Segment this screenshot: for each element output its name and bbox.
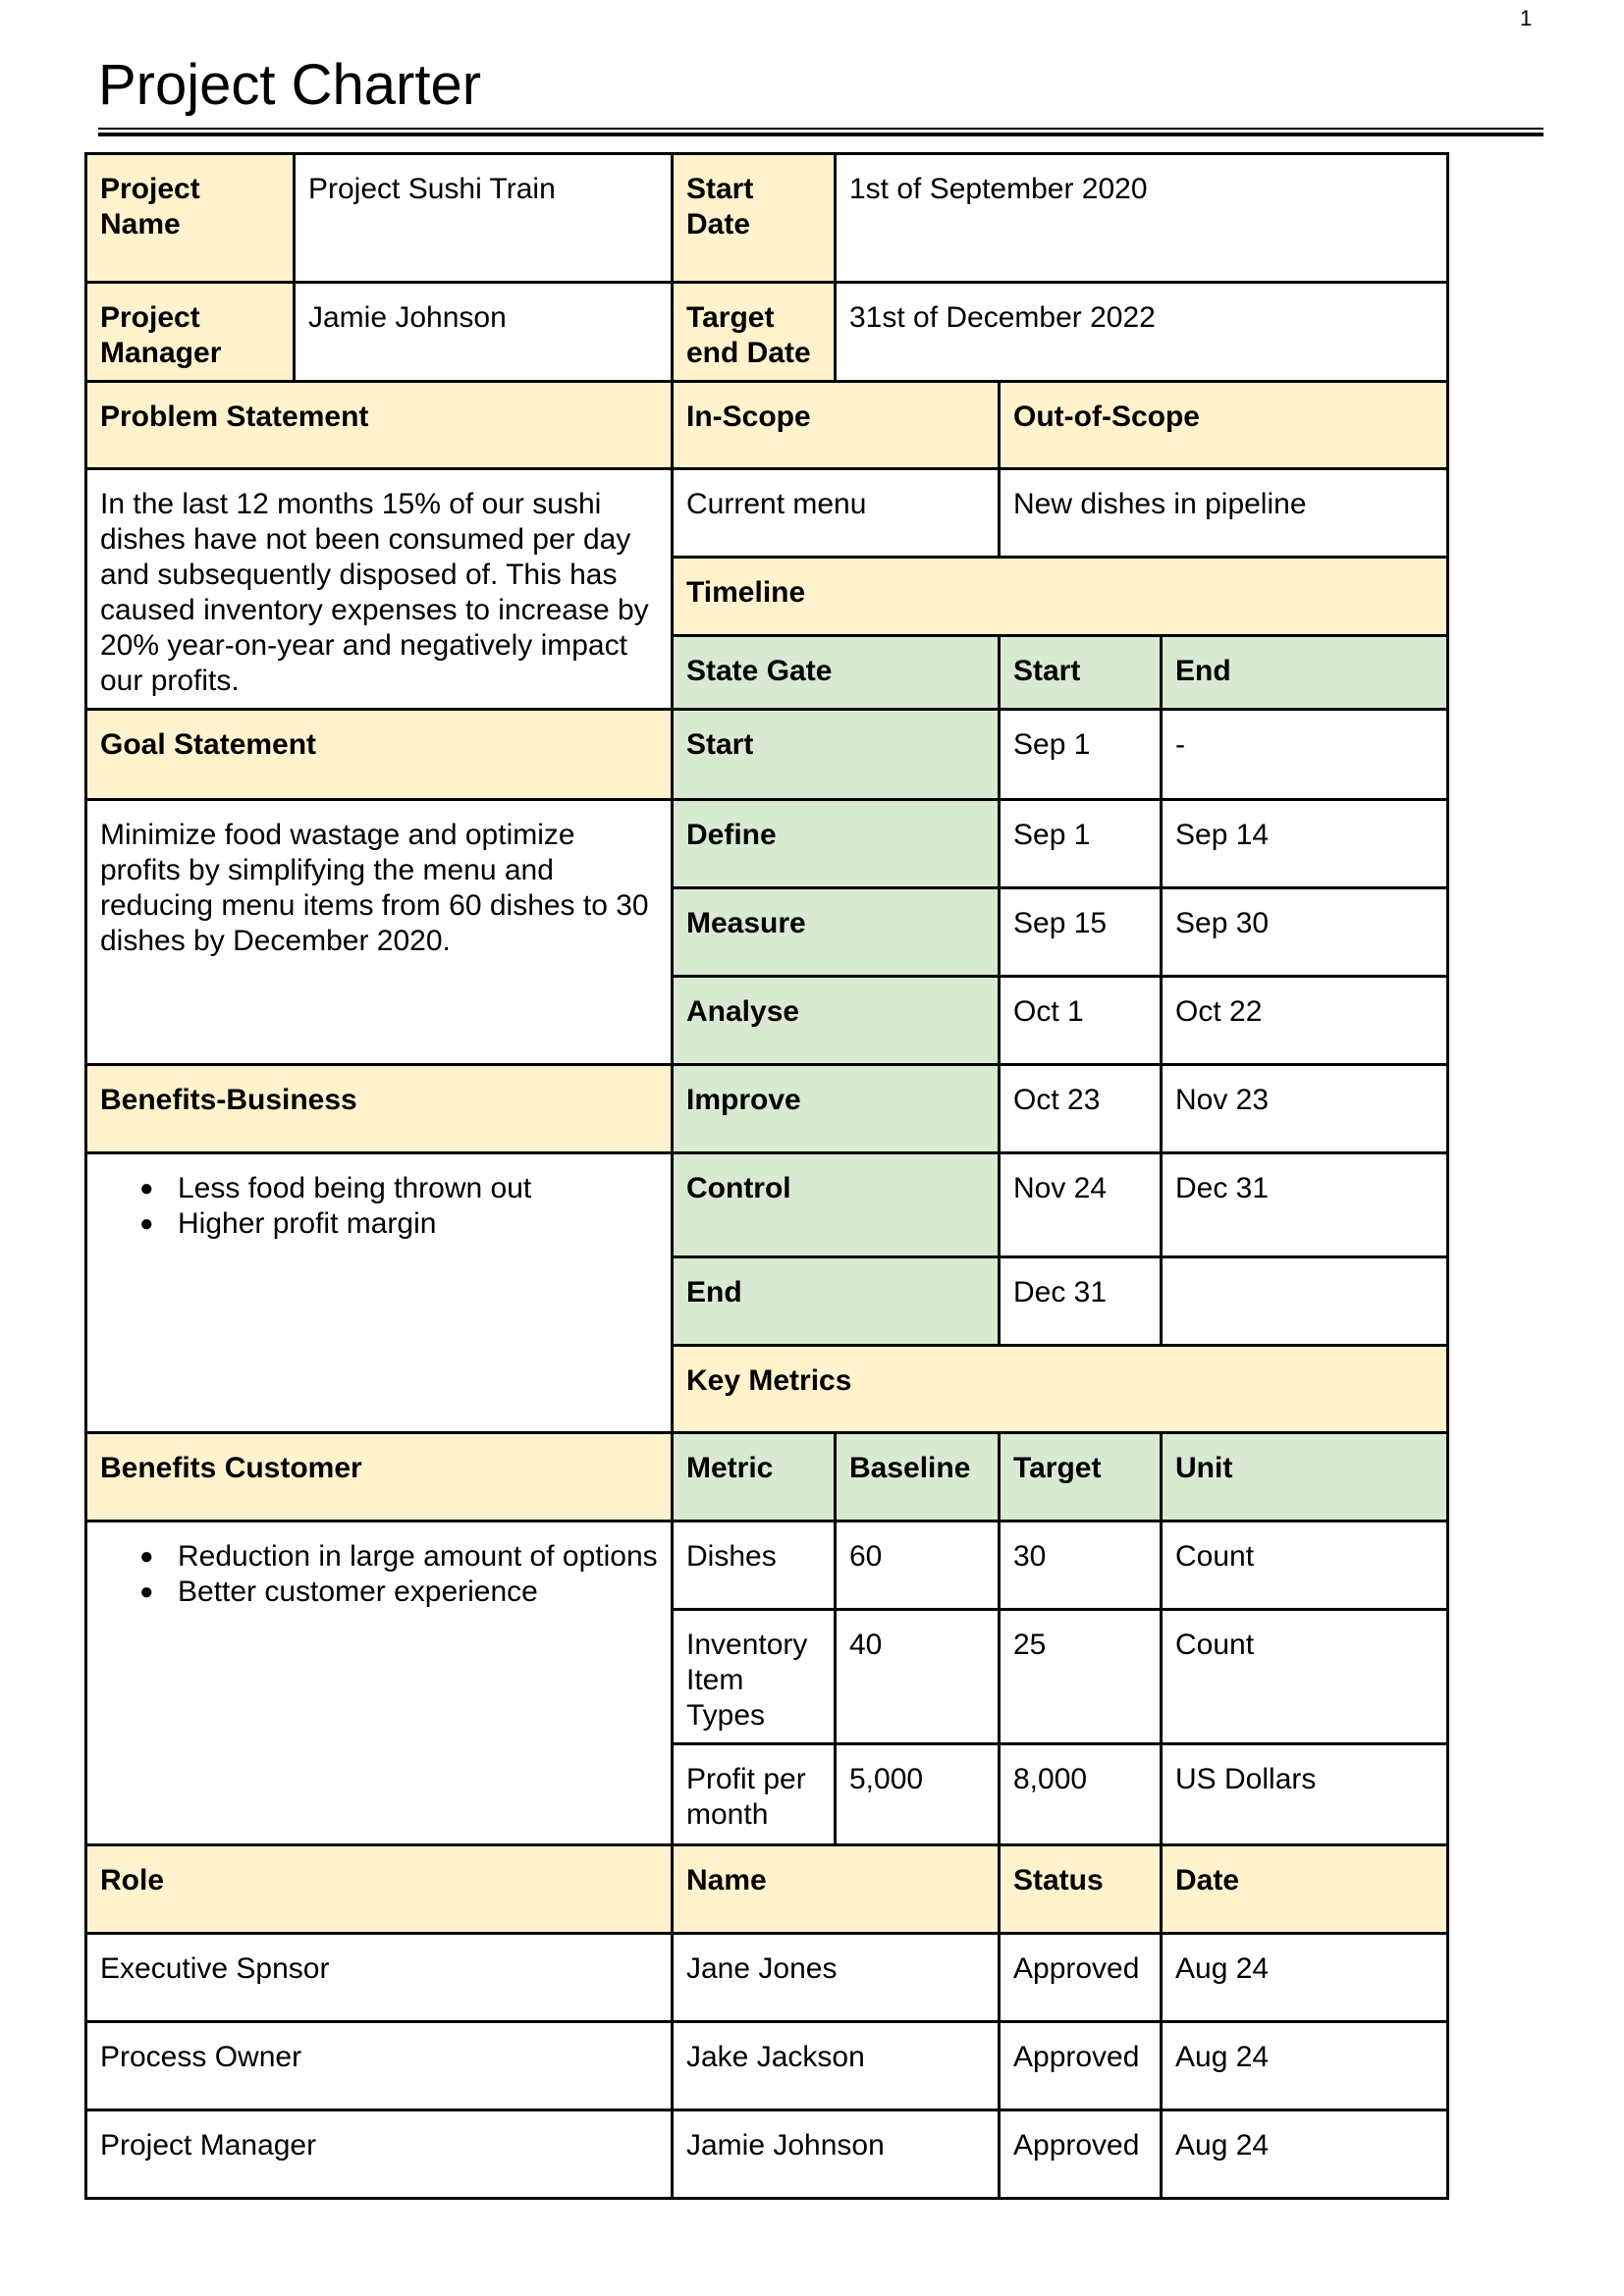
list-item: ● Less food being thrown out	[139, 1171, 659, 1206]
signoff-status: Approved	[1000, 1933, 1162, 2021]
timeline-end: -	[1162, 709, 1448, 799]
timeline-start: Nov 24	[1000, 1152, 1162, 1256]
goal-statement-text: Minimize food wastage and optimize profits by simplifying the menu and reducing menu items from 60 dishes to 30 dishes by December 2020.	[86, 799, 673, 1064]
signoff-status: Approved	[1000, 2109, 1162, 2198]
metric-baseline: 40	[836, 1610, 1000, 1744]
metrics-header-baseline: Baseline	[836, 1433, 1000, 1522]
signoff-date: Aug 24	[1162, 2109, 1448, 2198]
metric-baseline: 60	[836, 1522, 1000, 1610]
goal-statement-label: Goal Statement	[86, 709, 673, 799]
timeline-header-start: Start	[1000, 636, 1162, 709]
metric-name: Profit per month	[673, 1744, 836, 1844]
benefits-business-label: Benefits-Business	[86, 1064, 673, 1152]
timeline-end: Oct 22	[1162, 976, 1448, 1064]
signoff-name: Jane Jones	[673, 1933, 1000, 2021]
page-title: Project Charter	[98, 53, 482, 117]
timeline-start: Oct 23	[1000, 1064, 1162, 1152]
timeline-start: Dec 31	[1000, 1256, 1162, 1345]
signoff-header-date: Date	[1162, 1844, 1448, 1933]
out-of-scope-value: New dishes in pipeline	[1000, 469, 1448, 557]
timeline-header-end: End	[1162, 636, 1448, 709]
timeline-start: Sep 15	[1000, 887, 1162, 976]
project-name-value: Project Sushi Train	[295, 154, 673, 283]
timeline-end: Dec 31	[1162, 1152, 1448, 1256]
metric-target: 8,000	[1000, 1744, 1162, 1844]
key-metrics-label: Key Metrics	[673, 1346, 1448, 1433]
metrics-header-metric: Metric	[673, 1433, 836, 1522]
list-item: ● Higher profit margin	[139, 1206, 659, 1242]
metrics-header-target: Target	[1000, 1433, 1162, 1522]
timeline-end: Sep 14	[1162, 799, 1448, 887]
signoff-name: Jamie Johnson	[673, 2109, 1000, 2198]
timeline-end	[1162, 1256, 1448, 1345]
timeline-start: Oct 1	[1000, 976, 1162, 1064]
target-end-date-value: 31st of December 2022	[836, 283, 1448, 382]
problem-statement-text: In the last 12 months 15% of our sushi dishes have not been consumed per day and subsequently disposed of. This has caused inventory expenses to increase by 20% year-on-year and negatively impact our profits.	[86, 469, 673, 709]
page-number: 1	[1520, 6, 1533, 30]
timeline-start: Sep 1	[1000, 799, 1162, 887]
start-date-label: Start Date	[673, 154, 836, 283]
in-scope-label: In-Scope	[673, 382, 1000, 469]
in-scope-value: Current menu	[673, 469, 1000, 557]
title-underline-thick	[98, 133, 1543, 136]
timeline-gate: Define	[673, 799, 1000, 887]
out-of-scope-label: Out-of-Scope	[1000, 382, 1448, 469]
timeline-start: Sep 1	[1000, 709, 1162, 799]
metric-baseline: 5,000	[836, 1744, 1000, 1844]
signoff-status: Approved	[1000, 2021, 1162, 2109]
signoff-role: Project Manager	[86, 2109, 673, 2198]
title-underline	[98, 128, 1543, 130]
timeline-label: Timeline	[673, 557, 1448, 635]
project-charter-table	[84, 152, 1449, 2200]
signoff-header-name: Name	[673, 1844, 1000, 1933]
signoff-date: Aug 24	[1162, 2021, 1448, 2109]
metric-target: 25	[1000, 1610, 1162, 1744]
benefits-customer-list-cell	[86, 1522, 673, 1844]
project-name-label: Project Name	[86, 154, 295, 283]
metric-unit: US Dollars	[1162, 1744, 1448, 1844]
list-item: ● Better customer experience	[139, 1575, 659, 1610]
timeline-header-state-gate: State Gate	[673, 636, 1000, 709]
timeline-gate: Analyse	[673, 976, 1000, 1064]
timeline-gate: Control	[673, 1152, 1000, 1256]
start-date-value: 1st of September 2020	[836, 154, 1448, 283]
project-manager-value: Jamie Johnson	[295, 283, 673, 382]
timeline-gate: End	[673, 1256, 1000, 1345]
benefits-customer-list	[100, 1539, 659, 1610]
benefits-business-list	[100, 1171, 659, 1242]
metric-name: Inventory Item Types	[673, 1610, 836, 1744]
signoff-name: Jake Jackson	[673, 2021, 1000, 2109]
metric-name: Dishes	[673, 1522, 836, 1610]
signoff-role: Executive Spnsor	[86, 1933, 673, 2021]
problem-statement-label: Problem Statement	[86, 382, 673, 469]
benefits-business-list-cell	[86, 1152, 673, 1432]
signoff-header-role: Role	[86, 1844, 673, 1933]
metric-target: 30	[1000, 1522, 1162, 1610]
list-item: ● Reduction in large amount of options	[139, 1539, 659, 1575]
timeline-end: Sep 30	[1162, 887, 1448, 976]
timeline-end: Nov 23	[1162, 1064, 1448, 1152]
benefits-customer-label: Benefits Customer	[86, 1433, 673, 1522]
metrics-header-unit: Unit	[1162, 1433, 1448, 1522]
timeline-gate: Start	[673, 709, 1000, 799]
target-end-date-label: Target end Date	[673, 283, 836, 382]
timeline-gate: Improve	[673, 1064, 1000, 1152]
metric-unit: Count	[1162, 1522, 1448, 1610]
signoff-date: Aug 24	[1162, 1933, 1448, 2021]
timeline-gate: Measure	[673, 887, 1000, 976]
metric-unit: Count	[1162, 1610, 1448, 1744]
signoff-role: Process Owner	[86, 2021, 673, 2109]
signoff-header-status: Status	[1000, 1844, 1162, 1933]
project-manager-label: Project Manager	[86, 283, 295, 382]
